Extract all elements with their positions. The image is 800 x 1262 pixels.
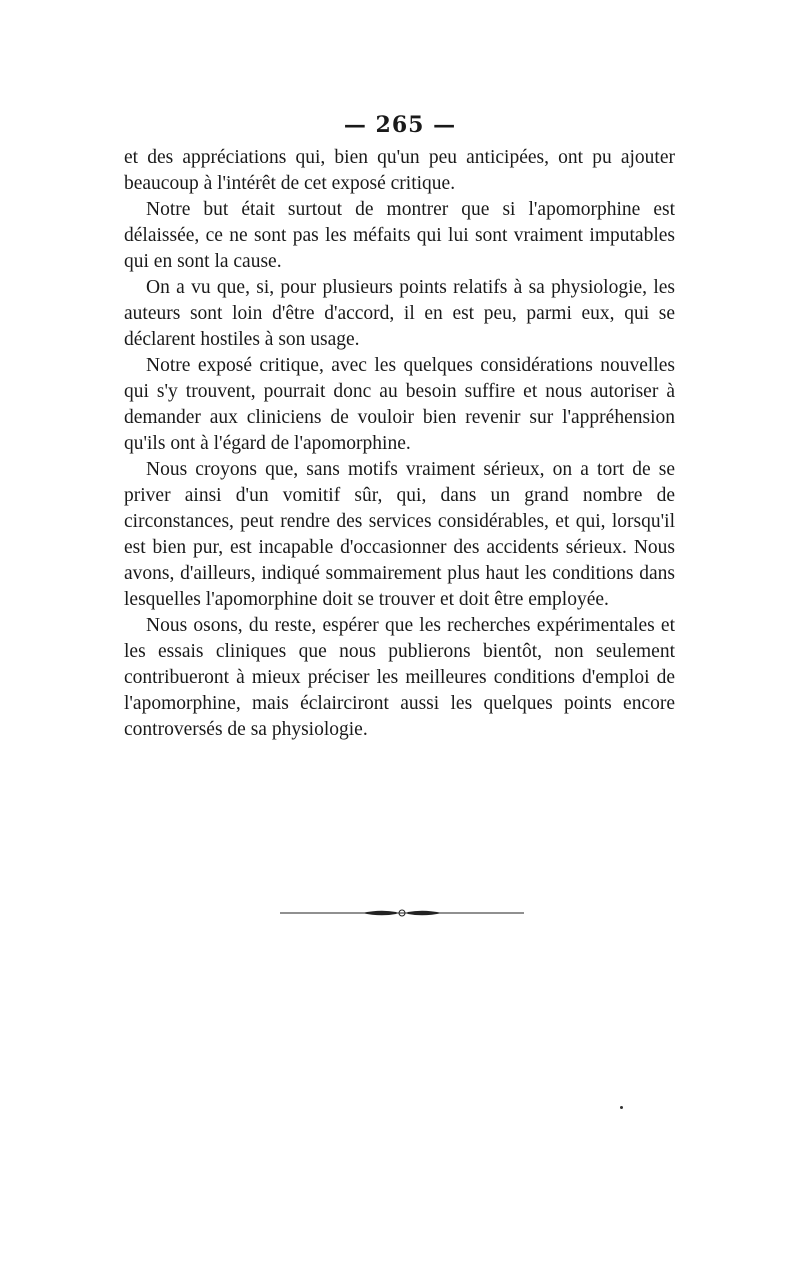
paragraph-3: On a vu que, si, pour plusieurs points relatifs à sa physiologie, les auteurs sont loin d'être d'accord, il en est peu, parmi eux, qui se déclarent hostiles à son usage. bbox=[124, 277, 675, 350]
paper-speck bbox=[620, 1106, 623, 1109]
paragraph-4: Notre exposé critique, avec les quelques considérations nouvelles qui s'y trouvent, pourrait donc au besoin suffire et nous autoriser à demander aux cliniciens de vouloir bien revenir sur l'appréhension qu'ils ont à l'égard de l'apomorphine. bbox=[124, 355, 675, 454]
paragraph-6: Nous osons, du reste, espérer que les recherches expérimentales et les essais cliniques que nous publierons bientôt, non seulement contribueront à mieux préciser les meilleures conditions d'emploi de l'apomorphine, mais éclairciront aussi les quelques points encore controversés de sa physiologie. bbox=[124, 615, 675, 740]
page-number: — 265 — bbox=[343, 112, 457, 138]
paragraph-2: Notre but était surtout de montrer que si l'apomorphine est délaissée, ce ne sont pas les méfaits qui lui sont vraiment imputables qui en sont la cause. bbox=[124, 199, 675, 272]
body-text bbox=[124, 145, 675, 743]
ornamental-rule-icon bbox=[280, 905, 524, 921]
paragraph-1: et des appréciations qui, bien qu'un peu anticipées, ont pu ajouter beaucoup à l'intérêt de cet exposé critique. bbox=[124, 147, 675, 194]
paragraph-5: Nous croyons que, sans motifs vraiment sérieux, on a tort de se priver ainsi d'un vomitif sûr, qui, dans un grand nombre de circonstances, peut rendre des services considérables, et qui, lorsqu'il est bien pur, est incapable d'occasionner des accidents sérieux. Nous avons, d'ailleurs, indiqué sommairement plus haut les conditions dans lesquelles l'apomorphine doit se trouver et doit être employée. bbox=[124, 459, 675, 610]
